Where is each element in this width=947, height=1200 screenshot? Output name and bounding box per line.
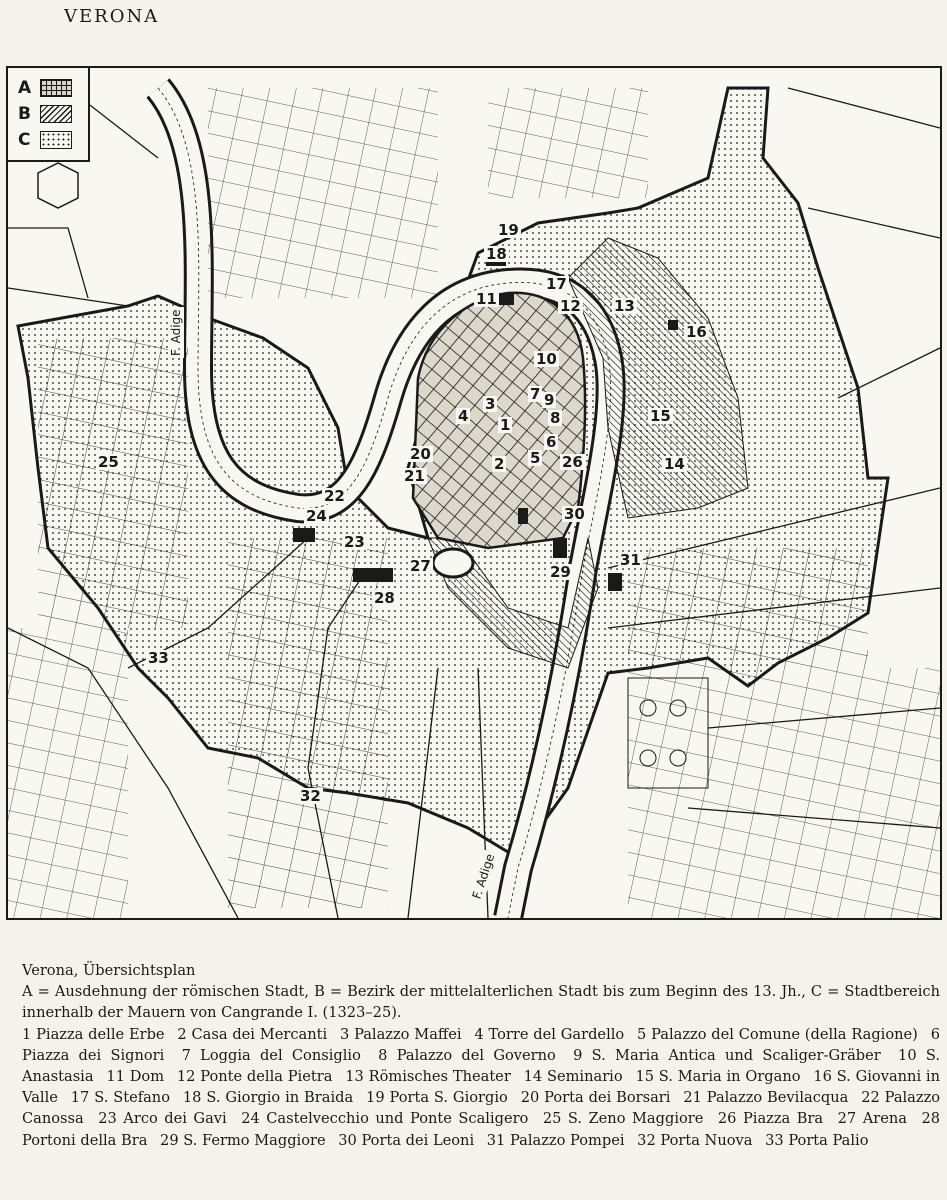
legend-item-a: A (18, 78, 72, 98)
key-item: 3 Palazzo Maffei (339, 1025, 462, 1043)
marker-2: 2 (494, 455, 505, 473)
key-item: 12 Ponte della Pietra (176, 1068, 333, 1086)
map (6, 66, 942, 920)
key-item: 13 Römisches Theater (345, 1068, 511, 1086)
key-item: 31 Palazzo Pompei (486, 1131, 625, 1149)
key-item: 11 Dom (106, 1068, 165, 1086)
key-item: 19 Porta S. Giorgio (366, 1089, 508, 1107)
caption-key (22, 1024, 940, 1151)
marker-18: 18 (486, 245, 507, 263)
key-item: 6 Piazza dei Signori (22, 1025, 940, 1064)
key-item: 32 Porta Nuova (637, 1131, 753, 1149)
marker-10: 10 (536, 350, 557, 368)
marker-25: 25 (98, 453, 119, 471)
marker-9: 9 (544, 391, 555, 409)
marker-4: 4 (458, 407, 469, 425)
river-label-north: F. Adige (169, 309, 183, 356)
legend-item-b: B (18, 104, 72, 124)
marker-14: 14 (664, 455, 685, 473)
marker-33: 33 (148, 649, 169, 667)
marker-11: 11 (476, 290, 497, 308)
key-item: 14 Seminario (523, 1068, 623, 1086)
marker-1: 1 (500, 416, 511, 434)
marker-29: 29 (550, 563, 571, 581)
page-title: VERONA (64, 6, 160, 27)
marker-12: 12 (560, 297, 581, 315)
map-legend (8, 68, 90, 162)
key-item: 4 Torre del Gardello (474, 1025, 625, 1043)
key-item: 9 S. Maria Antica und Scaliger-Gräber (573, 1046, 881, 1064)
map-caption (22, 960, 940, 1151)
key-item: 10 S. Anastasia (22, 1046, 940, 1086)
caption-title: Verona, Übersichtsplan (22, 962, 196, 979)
key-item: 1 Piazza delle Erbe (22, 1025, 165, 1043)
marker-27: 27 (410, 557, 431, 575)
marker-31: 31 (620, 551, 641, 569)
marker-16: 16 (686, 323, 707, 341)
marker-6: 6 (546, 433, 557, 451)
marker-15: 15 (650, 407, 671, 425)
key-item: 26 Piazza Bra (717, 1110, 824, 1128)
key-item: 16 S. Giovanni in Valle (22, 1068, 940, 1107)
marker-30: 30 (564, 505, 585, 523)
marker-13: 13 (614, 297, 635, 315)
marker-32: 32 (300, 787, 321, 805)
marker-19: 19 (498, 221, 519, 239)
marker-21: 21 (404, 467, 425, 485)
key-item: 2 Casa dei Mercanti (177, 1025, 328, 1043)
hatch-swatch-icon (40, 105, 72, 123)
key-item: 23 Arco dei Gavi (98, 1110, 227, 1128)
dots-swatch-icon (40, 131, 72, 149)
caption-legend-text: A = Ausdehnung der römischen Stadt, B = Bezirk der mittelalterlichen Stadt bis zum Beginn des 13. Jh., C = Stadtbereich innerhalb der Mauern von Cangrande I. (1323–25). (22, 983, 940, 1022)
key-item: 20 Porta dei Borsari (520, 1089, 671, 1107)
key-item: 29 S. Fermo Maggiore (160, 1131, 326, 1149)
key-item: 22 Palazzo Canossa (22, 1089, 941, 1128)
marker-7: 7 (530, 385, 541, 403)
marker-22: 22 (324, 487, 345, 505)
grid-swatch-icon (40, 79, 72, 97)
marker-8: 8 (550, 409, 561, 427)
key-item: 28 Portoni della Bra (22, 1110, 941, 1149)
key-item: 24 Castelvecchio und Ponte Scaligero (241, 1110, 529, 1128)
key-item: 30 Porta dei Leoni (338, 1131, 475, 1149)
legend-item-c: C (18, 130, 72, 150)
key-item: 27 Arena (837, 1110, 907, 1128)
marker-20: 20 (410, 445, 431, 463)
marker-17: 17 (546, 275, 567, 293)
marker-3: 3 (485, 395, 496, 413)
marker-26: 26 (562, 453, 583, 471)
river-label-south: F. Adige (468, 850, 499, 903)
key-item: 8 Palazzo del Governo (378, 1046, 556, 1064)
marker-28: 28 (374, 589, 395, 607)
marker-5: 5 (530, 449, 541, 467)
key-item: 7 Loggia del Consiglio (181, 1046, 361, 1064)
key-item: 17 S. Stefano (70, 1089, 170, 1107)
marker-24: 24 (306, 507, 327, 525)
key-item: 18 S. Giorgio in Braida (182, 1089, 354, 1107)
key-item: 33 Porta Palio (765, 1131, 869, 1149)
key-item: 5 Palazzo del Comune (della Ragione) (637, 1025, 918, 1043)
map-drawing (8, 68, 940, 918)
key-item: 15 S. Maria in Organo (635, 1068, 801, 1086)
key-item: 25 S. Zeno Maggiore (542, 1110, 704, 1128)
marker-23: 23 (344, 533, 365, 551)
key-item: 21 Palazzo Bevilacqua (683, 1089, 849, 1107)
